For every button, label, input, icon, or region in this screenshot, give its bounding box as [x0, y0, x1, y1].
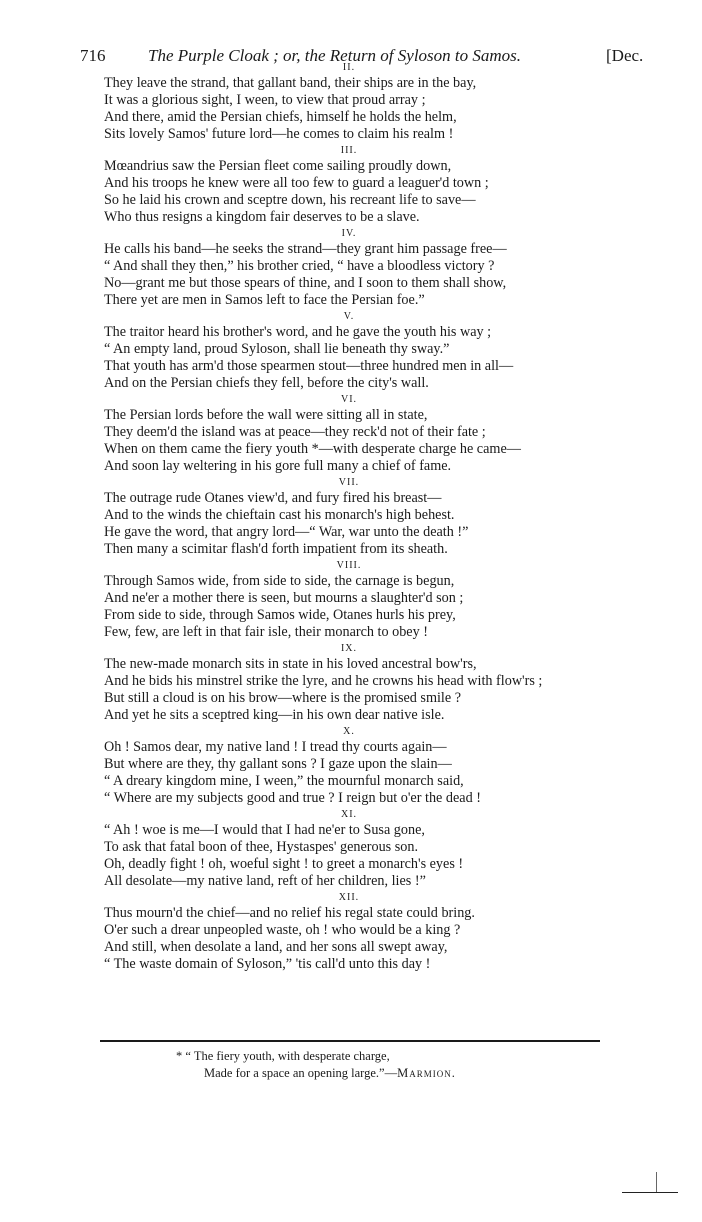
corner-rule	[622, 1192, 678, 1193]
stanza	[104, 807, 694, 890]
verse-line: They leave the strand, that gallant band, their ships are in the bay,	[104, 75, 477, 91]
stanza-numeral: XII.	[338, 892, 360, 903]
verse-line: The Persian lords before the wall were sitting all in state,	[104, 407, 428, 423]
stanza	[104, 143, 694, 226]
verse-line: So he laid his crown and sceptre down, his recreant life to save—	[104, 192, 476, 208]
verse-line: “ A dreary kingdom mine, I ween,” the mournful monarch said,	[104, 773, 464, 789]
verse-line: That youth has arm'd those spearmen stout—three hundred men in all—	[104, 358, 514, 374]
verse-line: To ask that fatal boon of thee, Hystaspes' generous son.	[104, 839, 419, 855]
running-title: The Purple Cloak ; or, the Return of Syloson to Samos.	[148, 46, 522, 65]
verse-line: Who thus resigns a kingdom fair deserves to be a slave.	[104, 209, 420, 225]
footnote-line: * “ The fiery youth, with desperate charge,	[176, 1049, 390, 1063]
verse-line: No—grant me but those spears of thine, and I soon to them shall show,	[104, 275, 507, 291]
verse-line: And on the Persian chiefs they fell, before the city's wall.	[104, 375, 429, 391]
page-number: 716	[80, 46, 106, 65]
stanza	[104, 309, 694, 392]
stanza	[104, 641, 694, 724]
poem-body	[104, 60, 694, 973]
footnote-line	[176, 1065, 456, 1082]
verse-line: O'er such a drear unpeopled waste, oh ! who would be a king ?	[104, 922, 461, 938]
verse-line: And his troops he knew were all too few to guard a leaguer'd town ;	[104, 175, 489, 191]
verse-line: Sits lovely Samos' future lord—he comes to claim his realm !	[104, 126, 454, 142]
footnote	[176, 1048, 456, 1082]
verse-line: From side to side, through Samos wide, Otanes hurls his prey,	[104, 607, 456, 623]
month-label: [Dec.	[606, 46, 644, 65]
verse-line: And to the winds the chieftain cast his monarch's high behest.	[104, 507, 455, 523]
verse-line: And soon lay weltering in his gore full many a chief of fame.	[104, 458, 452, 474]
verse-line: They deem'd the island was at peace—they reck'd not of their fate ;	[104, 424, 486, 440]
stanza	[104, 226, 694, 309]
stanza-numeral: III.	[340, 145, 358, 156]
stanza	[104, 724, 694, 807]
verse-line: The new-made monarch sits in state in his loved ancestral bow'rs,	[104, 656, 477, 672]
footnote-attribution: Marmion.	[397, 1066, 456, 1080]
verse-line: And he bids his minstrel strike the lyre, and he crowns his head with flow'rs ;	[104, 673, 543, 689]
stanza-numeral: V.	[343, 311, 355, 322]
verse-line: And ne'er a mother there is seen, but mourns a slaughter'd son ;	[104, 590, 464, 606]
stanza	[104, 392, 694, 475]
stanza	[104, 890, 694, 973]
verse-line: “ And shall they then,” his brother cried, “ have a bloodless victory ?	[104, 258, 495, 274]
margin-mark	[656, 1172, 657, 1192]
verse-line: Oh, deadly fight ! oh, woeful sight ! to greet a monarch's eyes !	[104, 856, 464, 872]
stanza-numeral: VII.	[338, 477, 360, 488]
verse-line: But still a cloud is on his brow—where is the promised smile ?	[104, 690, 462, 706]
stanza-numeral: X.	[343, 726, 355, 737]
verse-line: It was a glorious sight, I ween, to view that proud array ;	[104, 92, 426, 108]
stanza-numeral: IX.	[340, 643, 358, 654]
verse-line: Through Samos wide, from side to side, the carnage is begun,	[104, 573, 455, 589]
verse-line: Then many a scimitar flash'd forth impatient from its sheath.	[104, 541, 448, 557]
verse-line: And still, when desolate a land, and her sons all swept away,	[104, 939, 448, 955]
stanza-numeral: VIII.	[336, 560, 362, 571]
verse-line: He calls his band—he seeks the strand—they grant him passage free—	[104, 241, 507, 257]
verse-line: And yet he sits a sceptred king—in his own dear native isle.	[104, 707, 445, 723]
verse-line: When on them came the fiery youth *—with desperate charge he came—	[104, 441, 521, 457]
stanza	[104, 475, 694, 558]
stanza-numeral: VI.	[340, 394, 358, 405]
verse-line: He gave the word, that angry lord—“ War, war unto the death !”	[104, 524, 469, 540]
verse-line: “ The waste domain of Syloson,” 'tis call'd unto this day !	[104, 956, 431, 972]
verse-line: “ Where are my subjects good and true ? I reign but o'er the dead !	[104, 790, 481, 806]
verse-line: And there, amid the Persian chiefs, himself he holds the helm,	[104, 109, 457, 125]
verse-line: Few, few, are left in that fair isle, their monarch to obey !	[104, 624, 428, 640]
verse-line: “ An empty land, proud Syloson, shall lie beneath thy sway.”	[104, 341, 450, 357]
stanza	[104, 60, 694, 143]
stanza-numeral: II.	[342, 62, 356, 73]
verse-line: Oh ! Samos dear, my native land ! I tread thy courts again—	[104, 739, 447, 755]
verse-line: Mœandrius saw the Persian fleet come sailing proudly down,	[104, 158, 452, 174]
verse-line: The outrage rude Otanes view'd, and fury fired his breast—	[104, 490, 442, 506]
verse-line: The traitor heard his brother's word, and he gave the youth his way ;	[104, 324, 492, 340]
verse-line: Thus mourn'd the chief—and no relief his regal state could bring.	[104, 905, 475, 921]
footnote-text: Made for a space an opening large.”—	[204, 1066, 398, 1080]
footnote-rule	[100, 1040, 600, 1042]
stanza-numeral: XI.	[340, 809, 358, 820]
verse-line: But where are they, thy gallant sons ? I gaze upon the slain—	[104, 756, 452, 772]
verse-line: “ Ah ! woe is me—I would that I had ne'er to Susa gone,	[104, 822, 425, 838]
stanza	[104, 558, 694, 641]
verse-line: There yet are men in Samos left to face the Persian foe.”	[104, 292, 425, 308]
verse-line: All desolate—my native land, reft of her children, lies !”	[104, 873, 426, 889]
stanza-numeral: IV.	[341, 228, 357, 239]
